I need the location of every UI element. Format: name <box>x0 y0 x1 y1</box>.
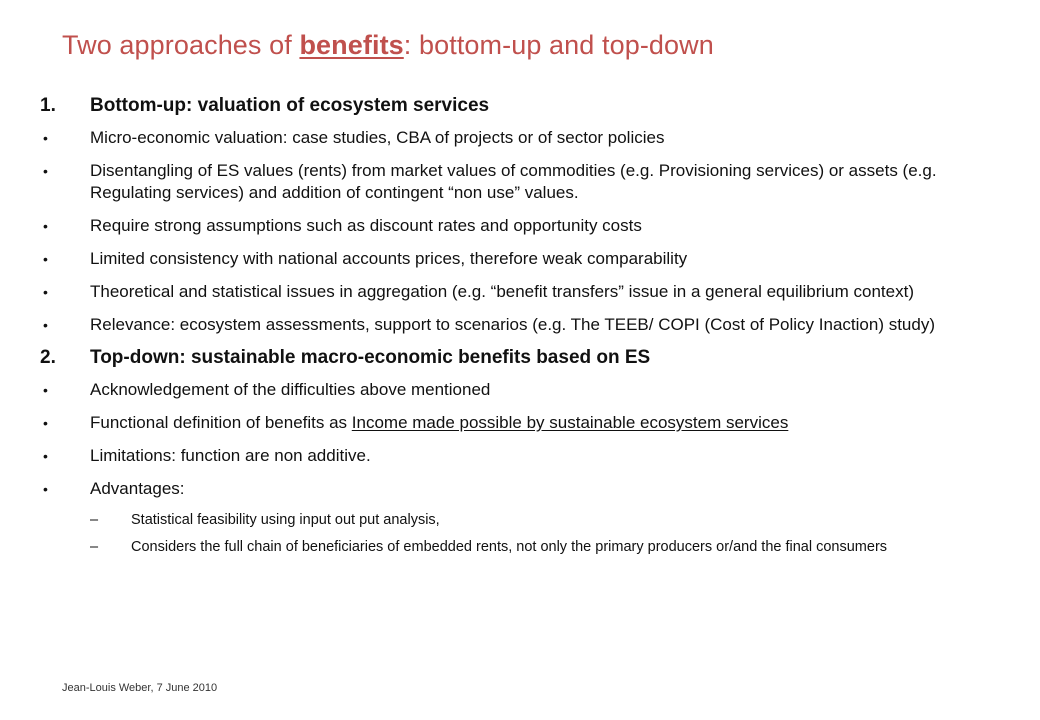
bullet-text: Advantages: <box>90 479 185 498</box>
sub-item-text: Considers the full chain of beneficiaries of embedded rents, not only the primary producers or/and the final consumers <box>131 539 888 555</box>
bullet-text: Limited consistency with national accounts prices, therefore weak comparability <box>90 249 688 268</box>
bullet-text: Acknowledgement of the difficulties above mentioned <box>90 380 491 399</box>
title-suffix: : bottom-up and top-down <box>403 30 714 60</box>
section-1-heading <box>40 95 1000 117</box>
bullet-icon: • <box>43 163 48 179</box>
bullet-icon: • <box>43 415 48 431</box>
sub-list-item <box>90 538 1000 557</box>
bullet-text: Disentangling of ES values (rents) from market values of commodities (e.g. Provisioning services) or assets (e.g. Regulating services) and addition of contingent “non use” values. <box>90 161 937 202</box>
bullet-icon: • <box>43 218 48 234</box>
dash-icon: – <box>90 539 99 555</box>
bullet-text: Require strong assumptions such as discount rates and opportunity costs <box>90 216 642 235</box>
sub-list-item <box>90 511 1000 530</box>
underlined-definition: Income made possible by sustainable ecosystem services <box>351 413 789 432</box>
bullet-text-prefix: Functional definition of benefits as <box>90 413 352 432</box>
bullet-icon: • <box>43 317 48 333</box>
list-item <box>40 248 1000 270</box>
title-prefix: Two approaches of <box>62 30 300 60</box>
bullet-icon: • <box>43 481 48 497</box>
bullet-text: Theoretical and statistical issues in aggregation (e.g. “benefit transfers” issue in a general equilibrium context) <box>90 282 914 301</box>
list-item <box>40 478 1000 500</box>
section-2-heading <box>40 347 1000 369</box>
slide-body <box>40 95 1000 565</box>
list-item <box>40 160 1000 204</box>
bullet-text: Limitations: function are non additive. <box>90 446 371 465</box>
section-1-number: 1. <box>40 95 56 116</box>
list-item <box>40 127 1000 149</box>
dash-icon: – <box>90 512 99 528</box>
list-item <box>40 379 1000 401</box>
bullet-text: Relevance: ecosystem assessments, support to scenarios (e.g. The TEEB/ COPI (Cost of Policy Inaction) study) <box>90 315 936 334</box>
bullet-icon: • <box>43 448 48 464</box>
list-item <box>40 445 1000 467</box>
section-2-title: Top-down: sustainable macro-economic benefits based on ES <box>90 347 651 368</box>
bullet-icon: • <box>43 284 48 300</box>
section-1-title: Bottom-up: valuation of ecosystem services <box>90 95 490 116</box>
slide-title <box>62 30 714 61</box>
sub-item-text: Statistical feasibility using input out put analysis, <box>131 512 440 528</box>
list-item <box>40 281 1000 303</box>
bullet-text: Micro-economic valuation: case studies, CBA of projects or of sector policies <box>90 128 665 147</box>
bullet-text <box>90 412 1000 434</box>
title-highlight: benefits <box>299 30 404 60</box>
list-item <box>40 412 1000 434</box>
list-item <box>40 215 1000 237</box>
footer-credit: Jean-Louis Weber, 7 June 2010 <box>62 682 218 694</box>
section-2-number: 2. <box>40 347 56 368</box>
bullet-icon: • <box>43 382 48 398</box>
bullet-icon: • <box>43 251 48 267</box>
list-item <box>40 314 1000 336</box>
bullet-icon: • <box>43 130 48 146</box>
